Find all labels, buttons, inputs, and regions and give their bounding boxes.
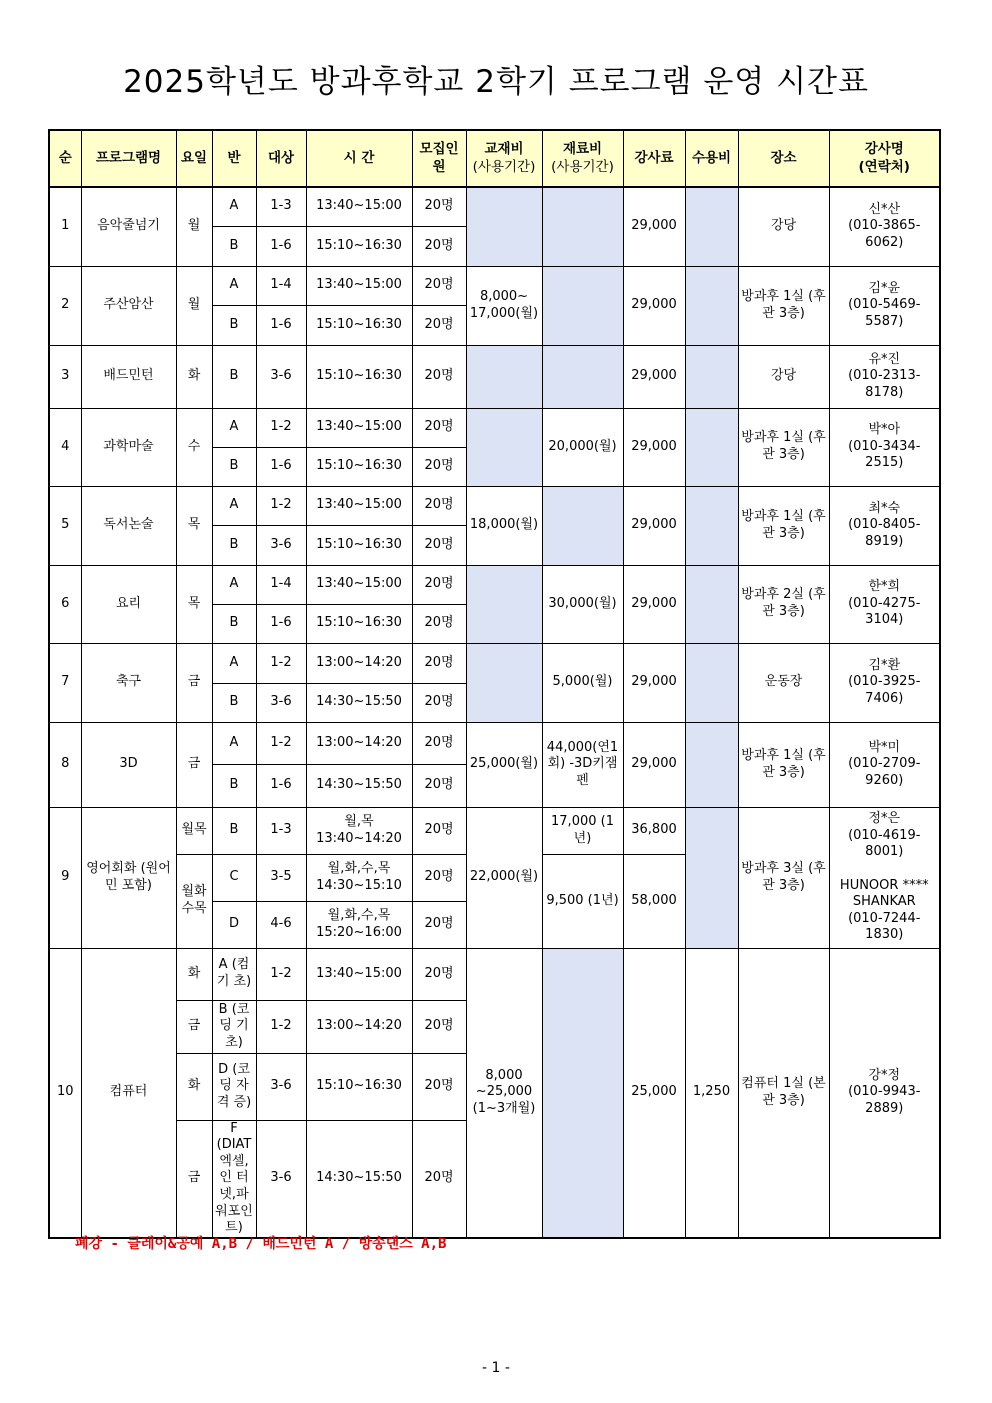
class-cell: B (212, 604, 256, 643)
teacher-cell (829, 345, 940, 408)
tuition-cell: 36,800 (623, 807, 685, 854)
fee-cell (685, 187, 738, 266)
textbook-cell (466, 643, 542, 722)
time-cell: 13:40~15:00 (306, 266, 412, 305)
class-cell: B (212, 807, 256, 854)
material-cell (542, 266, 623, 345)
teacher-name: 박*미 (868, 739, 901, 755)
target-cell: 1-2 (256, 486, 306, 525)
time-cell: 13:00~14:20 (306, 722, 412, 764)
target-cell: 1-6 (256, 447, 306, 486)
place-cell: 운동장 (738, 643, 829, 722)
fee-cell (685, 643, 738, 722)
time-cell: 15:10~16:30 (306, 604, 412, 643)
time-cell: 13:40~15:00 (306, 187, 412, 226)
header-material-label: 재료비 (562, 141, 603, 158)
header-teacher-label: 강사명 (864, 141, 904, 158)
program-name: 요리 (81, 565, 176, 643)
program-day: 금 (176, 1120, 212, 1238)
program-no: 1 (49, 187, 81, 266)
capacity-cell: 20명 (412, 1053, 466, 1120)
tuition-cell: 29,000 (623, 187, 685, 266)
table-row (49, 266, 940, 305)
fee-cell (685, 266, 738, 345)
target-cell: 1-6 (256, 604, 306, 643)
capacity-cell: 20명 (412, 345, 466, 408)
textbook-cell: 25,000(월) (466, 722, 542, 807)
program-day: 금 (176, 1000, 212, 1053)
time-cell: 13:40~15:00 (306, 408, 412, 447)
capacity-cell: 20명 (412, 486, 466, 525)
program-day: 금 (176, 643, 212, 722)
teacher-name: 한*희 (868, 579, 901, 595)
class-cell: A (212, 565, 256, 604)
teacher-phone: (010-7244-1830) (848, 910, 921, 943)
teacher-phone: (010-5469-5587) (848, 297, 921, 329)
target-cell: 1-2 (256, 408, 306, 447)
capacity-cell: 20명 (412, 266, 466, 305)
teacher-cell (829, 486, 940, 565)
fee-cell: 1,250 (685, 948, 738, 1238)
capacity-cell: 20명 (412, 854, 466, 901)
place-cell: 방과후 1실 (후관 3층) (738, 486, 829, 565)
material-cell (542, 486, 623, 565)
header-textbook (466, 130, 542, 187)
time-cell: 13:00~14:20 (306, 1000, 412, 1053)
program-no: 8 (49, 722, 81, 807)
teacher-phone: (010-2709-9260) (848, 756, 921, 788)
capacity-cell: 20명 (412, 408, 466, 447)
program-name: 주산암산 (81, 266, 176, 345)
capacity-cell: 20명 (412, 1000, 466, 1053)
capacity-cell: 20명 (412, 447, 466, 486)
class-cell: B (212, 305, 256, 345)
class-cell: D (212, 901, 256, 948)
time-cell: 월,화,수,목 15:20~16:00 (306, 901, 412, 948)
tuition-cell: 29,000 (623, 565, 685, 643)
target-cell: 1-4 (256, 266, 306, 305)
tuition-cell: 29,000 (623, 408, 685, 486)
target-cell: 3-6 (256, 683, 306, 722)
textbook-cell (466, 565, 542, 643)
class-cell: B (212, 525, 256, 565)
teacher-cell (829, 807, 940, 948)
time-cell: 15:10~16:30 (306, 305, 412, 345)
textbook-cell: 8,000~ 17,000(월) (466, 266, 542, 345)
header-day: 요일 (176, 130, 212, 187)
teacher-name: 유*진 (868, 351, 901, 367)
program-name: 영어회화 (원어민 포함) (81, 807, 176, 948)
program-no: 3 (49, 345, 81, 408)
time-cell: 15:10~16:30 (306, 525, 412, 565)
capacity-cell: 20명 (412, 565, 466, 604)
teacher-name: 최*숙 (868, 500, 901, 516)
target-cell: 3-6 (256, 1120, 306, 1238)
target-cell: 1-6 (256, 226, 306, 266)
class-cell: A (212, 486, 256, 525)
time-cell: 월,화,수,목 14:30~15:10 (306, 854, 412, 901)
tuition-cell: 29,000 (623, 486, 685, 565)
program-no: 10 (49, 948, 81, 1238)
program-no: 6 (49, 565, 81, 643)
table-row (49, 187, 940, 226)
place-cell: 방과후 1실 (후관 3층) (738, 722, 829, 807)
program-no: 9 (49, 807, 81, 948)
textbook-cell: 8,000 ~25,000 (1~3개월) (466, 948, 542, 1238)
header-row (49, 130, 940, 187)
material-cell: 17,000 (1년) (542, 807, 623, 854)
class-cell: C (212, 854, 256, 901)
program-day: 월목 (176, 807, 212, 854)
capacity-cell: 20명 (412, 226, 466, 266)
target-cell: 1-2 (256, 948, 306, 1000)
target-cell: 3-5 (256, 854, 306, 901)
class-cell: A (212, 722, 256, 764)
time-cell: 13:40~15:00 (306, 486, 412, 525)
class-cell: A (212, 187, 256, 226)
schedule-table (48, 129, 941, 1239)
tuition-cell: 29,000 (623, 643, 685, 722)
textbook-cell (466, 187, 542, 266)
header-time: 시 간 (306, 130, 412, 187)
header-material (542, 130, 623, 187)
teacher-name: 신*산 (868, 201, 901, 217)
header-program: 프로그램명 (81, 130, 176, 187)
program-day: 수 (176, 408, 212, 486)
class-cell: B (212, 683, 256, 722)
program-name: 축구 (81, 643, 176, 722)
header-no: 순 (49, 130, 81, 187)
program-name: 배드민턴 (81, 345, 176, 408)
time-cell: 15:10~16:30 (306, 345, 412, 408)
time-cell: 13:40~15:00 (306, 565, 412, 604)
target-cell: 3-6 (256, 1053, 306, 1120)
target-cell: 1-3 (256, 807, 306, 854)
teacher-cell (829, 643, 940, 722)
teacher-phone: (010-3865-6062) (848, 218, 921, 251)
teacher-phone: (010-8405-8919) (848, 517, 921, 549)
teacher-phone: (010-4275-3104) (848, 595, 921, 628)
class-cell: B (212, 764, 256, 807)
header-material-sub: (사용기간) (551, 158, 614, 175)
table-row (49, 345, 940, 408)
program-day: 금 (176, 722, 212, 807)
program-name: 컴퓨터 (81, 948, 176, 1238)
target-cell: 3-6 (256, 345, 306, 408)
place-cell: 방과후 1실 (후관 3층) (738, 266, 829, 345)
material-cell: 20,000(월) (542, 408, 623, 486)
header-teacher-sub: (연락처) (858, 158, 910, 175)
header-textbook-label: 교재비 (484, 141, 524, 158)
table-row (49, 643, 940, 683)
target-cell: 1-3 (256, 187, 306, 226)
program-day: 월화 수목 (176, 854, 212, 948)
tuition-cell: 29,000 (623, 345, 685, 408)
header-target: 대상 (256, 130, 306, 187)
time-cell: 14:30~15:50 (306, 764, 412, 807)
textbook-cell: 22,000(월) (466, 807, 542, 948)
time-cell: 14:30~15:50 (306, 1120, 412, 1238)
table-row (49, 722, 940, 764)
program-day: 월 (176, 266, 212, 345)
program-no: 2 (49, 266, 81, 345)
time-cell: 15:10~16:30 (306, 447, 412, 486)
target-cell: 1-6 (256, 305, 306, 345)
program-day: 화 (176, 345, 212, 408)
material-cell: 44,000(연1회) -3D키잼펜 (542, 722, 623, 807)
target-cell: 1-2 (256, 722, 306, 764)
class-cell: D (코딩 자격 증) (212, 1053, 256, 1120)
target-cell: 1-2 (256, 643, 306, 683)
capacity-cell: 20명 (412, 643, 466, 683)
class-cell: A (컴기 초) (212, 948, 256, 1000)
teacher-phone: (010-9943-2889) (848, 1084, 921, 1116)
header-textbook-sub: (사용기간) (472, 158, 536, 175)
capacity-cell: 20명 (412, 948, 466, 1000)
time-cell: 14:30~15:50 (306, 683, 412, 722)
capacity-cell: 20명 (412, 901, 466, 948)
teacher-name: HUNOOR **** SHANKAR (839, 877, 929, 910)
class-cell: A (212, 643, 256, 683)
program-no: 4 (49, 408, 81, 486)
capacity-cell: 20명 (412, 683, 466, 722)
place-cell: 강당 (738, 187, 829, 266)
target-cell: 3-6 (256, 525, 306, 565)
time-cell: 13:00~14:20 (306, 643, 412, 683)
class-cell: A (212, 266, 256, 305)
table-row (49, 948, 940, 1000)
place-cell: 방과후 2실 (후관 3층) (738, 565, 829, 643)
program-no: 5 (49, 486, 81, 565)
place-cell: 강당 (738, 345, 829, 408)
program-day: 목 (176, 565, 212, 643)
teacher-name: 김*환 (868, 657, 901, 673)
cancelled-classes-note: 폐강 - 클레이&공예 A,B / 배드민턴 A / 방송댄스 A,B (75, 1236, 447, 1252)
header-teacher (829, 130, 940, 187)
program-no: 7 (49, 643, 81, 722)
teacher-name: 김*윤 (868, 280, 901, 296)
capacity-cell: 20명 (412, 764, 466, 807)
teacher-name: 강*정 (868, 1067, 901, 1083)
target-cell: 1-4 (256, 565, 306, 604)
textbook-cell (466, 408, 542, 486)
place-cell: 방과후 1실 (후관 3층) (738, 408, 829, 486)
tuition-cell: 58,000 (623, 854, 685, 948)
teacher-phone: (010-4619-8001) (848, 827, 921, 860)
class-cell: B (212, 345, 256, 408)
teacher-cell (829, 948, 940, 1238)
class-cell: B (코딩 기초) (212, 1000, 256, 1053)
fee-cell (685, 345, 738, 408)
table-row (49, 486, 940, 525)
material-cell (542, 187, 623, 266)
time-cell: 월,목 13:40~14:20 (306, 807, 412, 854)
program-day: 목 (176, 486, 212, 565)
target-cell: 4-6 (256, 901, 306, 948)
fee-cell (685, 565, 738, 643)
program-day: 월 (176, 187, 212, 266)
fee-cell (685, 722, 738, 807)
textbook-cell: 18,000(월) (466, 486, 542, 565)
tuition-cell: 29,000 (623, 266, 685, 345)
textbook-cell (466, 345, 542, 408)
material-cell: 5,000(월) (542, 643, 623, 722)
header-capacity: 모집인원 (412, 130, 466, 187)
fee-cell (685, 807, 738, 948)
class-cell: F (DIAT 엑셀,인 터넷,파 워포인 트) (212, 1120, 256, 1238)
place-cell: 컴퓨터 1실 (본관 3층) (738, 948, 829, 1238)
header-tuition: 강사료 (623, 130, 685, 187)
program-name: 독서논술 (81, 486, 176, 565)
target-cell: 1-2 (256, 1000, 306, 1053)
teacher-cell (829, 722, 940, 807)
program-name: 과학마술 (81, 408, 176, 486)
capacity-cell: 20명 (412, 604, 466, 643)
teacher-phone: (010-2313-8178) (848, 368, 921, 400)
material-cell (542, 345, 623, 408)
class-cell: B (212, 447, 256, 486)
program-name: 음악줄넘기 (81, 187, 176, 266)
time-cell: 15:10~16:30 (306, 1053, 412, 1120)
capacity-cell: 20명 (412, 1120, 466, 1238)
fee-cell (685, 486, 738, 565)
teacher-cell (829, 187, 940, 266)
capacity-cell: 20명 (412, 187, 466, 226)
program-day: 화 (176, 948, 212, 1000)
capacity-cell: 20명 (412, 305, 466, 345)
tuition-cell: 25,000 (623, 948, 685, 1238)
header-place: 장소 (738, 130, 829, 187)
header-class: 반 (212, 130, 256, 187)
place-cell: 방과후 3실 (후관 3층) (738, 807, 829, 948)
material-cell: 9,500 (1년) (542, 854, 623, 948)
capacity-cell: 20명 (412, 807, 466, 854)
teacher-cell (829, 408, 940, 486)
fee-cell (685, 408, 738, 486)
material-cell: 30,000(월) (542, 565, 623, 643)
program-day: 화 (176, 1053, 212, 1120)
table-row (49, 565, 940, 604)
time-cell: 13:40~15:00 (306, 948, 412, 1000)
page-title: 2025학년도 방과후학교 2학기 프로그램 운영 시간표 (123, 64, 869, 100)
teacher-name: 정*은 (868, 811, 901, 826)
capacity-cell: 20명 (412, 722, 466, 764)
capacity-cell: 20명 (412, 525, 466, 565)
target-cell: 1-6 (256, 764, 306, 807)
table-row (49, 408, 940, 447)
material-cell (542, 948, 623, 1238)
class-cell: B (212, 226, 256, 266)
tuition-cell: 29,000 (623, 722, 685, 807)
teacher-phone: (010-3925-7406) (848, 674, 921, 706)
time-cell: 15:10~16:30 (306, 226, 412, 266)
page-number: - 1 - (482, 1360, 510, 1376)
teacher-phone: (010-3434-2515) (848, 438, 921, 471)
table-row (49, 807, 940, 854)
class-cell: A (212, 408, 256, 447)
header-fee: 수용비 (685, 130, 738, 187)
program-name: 3D (81, 722, 176, 807)
teacher-cell (829, 266, 940, 345)
teacher-name: 박*아 (868, 422, 901, 438)
teacher-cell (829, 565, 940, 643)
